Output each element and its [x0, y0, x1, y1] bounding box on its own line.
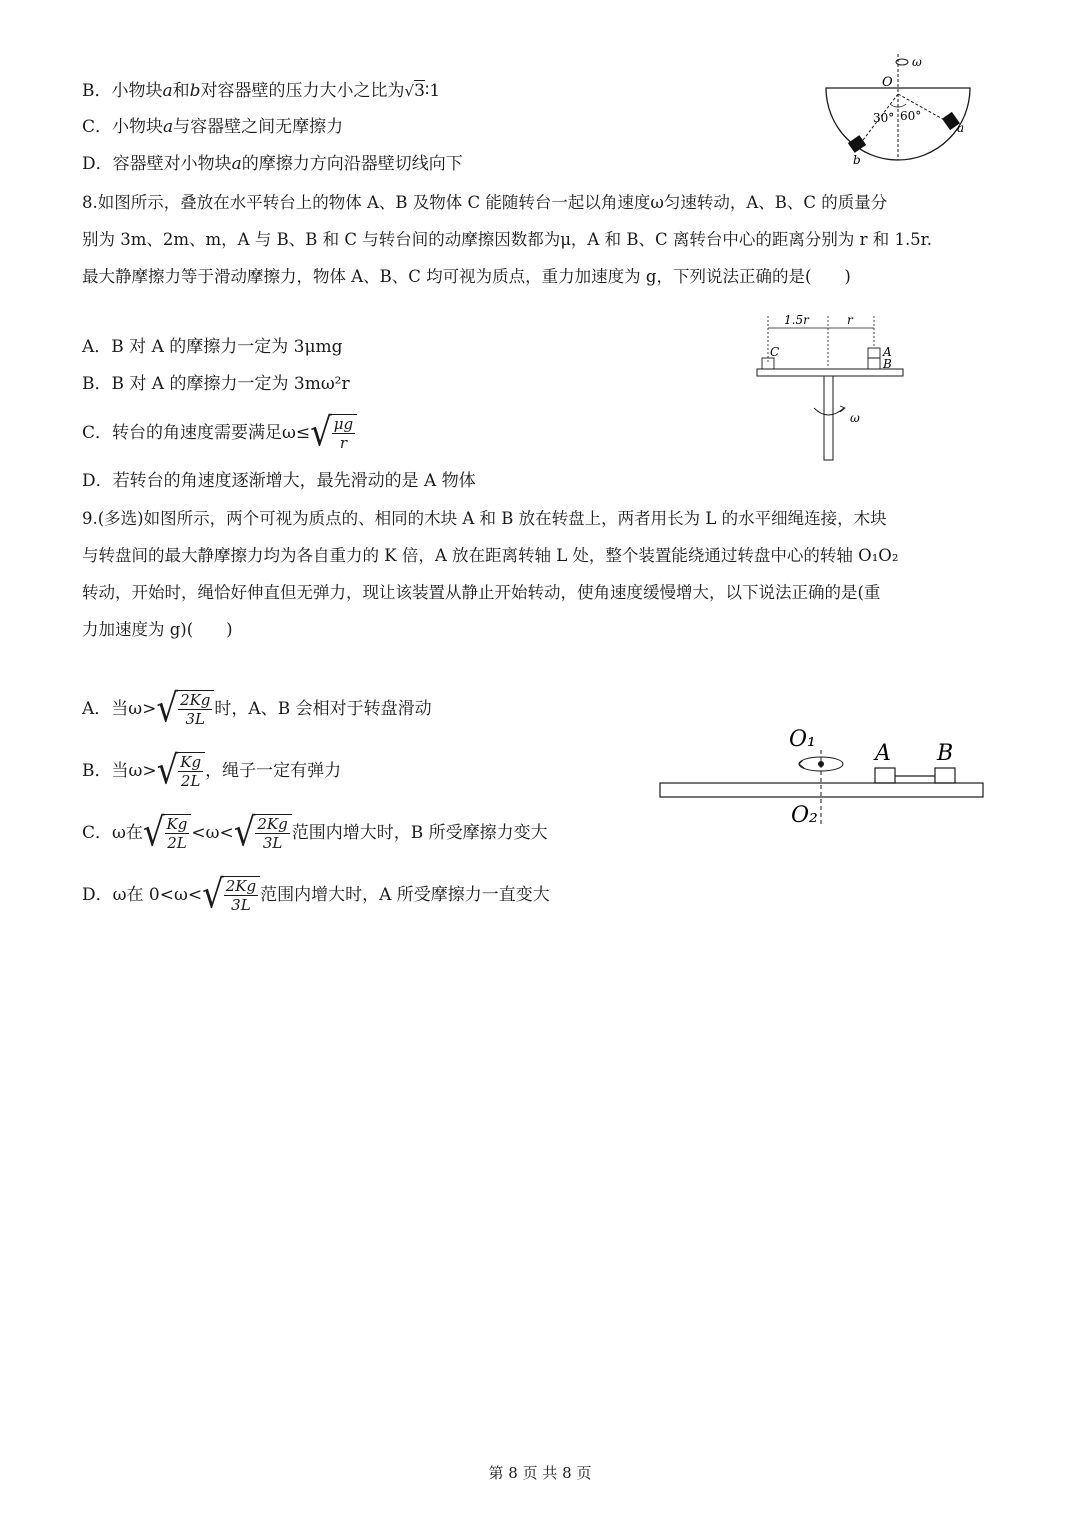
svg-text:A: A — [883, 345, 892, 359]
svg-text:O: O — [882, 75, 893, 90]
svg-text:A: A — [875, 741, 891, 766]
svg-text:O₂: O₂ — [791, 803, 818, 828]
svg-text:a: a — [957, 121, 965, 135]
q8-stem-line-1: 8.如图所示，叠放在水平转台上的物体 A、B 及物体 C 能随转台一起以角速度ω匀速转动，A、B、C 的质量分 — [82, 193, 888, 212]
q9-stem-line-4: 力加速度为 g)( ) — [82, 620, 233, 639]
q7-bowl-figure — [820, 50, 980, 175]
svg-text:C: C — [770, 345, 780, 359]
q8-option-d: D．若转台的角速度逐渐增大，最先滑动的是 A 物体 — [82, 471, 476, 491]
q7-option-c: C．小物块a与容器壁之间无摩擦力 — [82, 117, 344, 137]
svg-text:b: b — [853, 153, 861, 167]
q9-stem-line-1: 9.(多选)如图所示，两个可视为质点的、相同的木块 A 和 B 放在转盘上，两者用长为 L 的水平细绳连接，木块 — [82, 509, 887, 528]
q8-stem-line-3: 最大静摩擦力等于滑动摩擦力，物体 A、B、C 均可视为质点，重力加速度为 g，下列说法正确的是( ) — [82, 267, 851, 286]
q8-option-b: B．B 对 A 的摩擦力一定为 3mω²r — [82, 374, 350, 394]
svg-text:60°: 60° — [900, 109, 922, 123]
q9-option-d: D．ω在 0<ω< √ $\frac{2Kg}{3L}$ 范围内增大时，A 所受摩擦力一直变大 — [82, 872, 550, 918]
svg-text:30°: 30° — [873, 111, 895, 125]
svg-text:O₁: O₁ — [789, 727, 816, 752]
q8-turntable-figure — [752, 310, 912, 465]
q9-turntable-figure — [655, 722, 990, 832]
q7-option-d: D．容器壁对小物块a的摩擦力方向沿器壁切线向下 — [82, 154, 463, 174]
q7-option-b: B．小物块a和b对容器壁的压力大小之比为√3∶1 — [82, 81, 441, 101]
svg-text:ω: ω — [912, 55, 922, 69]
q8-option-a: A．B 对 A 的摩擦力一定为 3μmg — [82, 337, 343, 357]
q9-option-c: C．ω在 √ $\frac{Kg}{2L}$ <ω< √ $\frac{2Kg}{3L}$ 范围内增大时，B 所受摩擦力变大 — [82, 810, 548, 856]
q8-stem-line-2: 别为 3m、2m、m，A 与 B、B 和 C 与转台间的动摩擦因数都为μ，A 和 B、C 离转台中心的距离分别为 r 和 1.5r. — [82, 230, 932, 249]
svg-text:ω: ω — [850, 411, 860, 425]
svg-text:B: B — [937, 741, 954, 766]
svg-text:r: r — [847, 313, 853, 327]
svg-text:B: B — [883, 357, 892, 371]
page-footer: 第 8 页 共 8 页 — [488, 1464, 592, 1482]
svg-text:1.5r: 1.5r — [784, 313, 809, 327]
q9-option-a: A．当ω> √ $\frac{2Kg}{3L}$ 时，A、B 会相对于转盘滑动 — [82, 686, 432, 732]
q9-option-b: B．当ω> √ $\frac{Kg}{2L}$ ，绳子一定有弹力 — [82, 748, 342, 794]
q9-stem-line-2: 与转盘间的最大静摩擦力均为各自重力的 K 倍，A 放在距离转轴 L 处，整个装置能绕通过转盘中心的转轴 O₁O₂ — [82, 546, 899, 565]
q9-stem-line-3: 转动，开始时，绳恰好伸直但无弹力，现让该装置从静止开始转动，使角速度缓慢增大，以下说法正确的是(重 — [82, 583, 881, 602]
q8-option-c: C．转台的角速度需要满足ω≤ √ $\frac{\mu g}{r}$ — [82, 408, 357, 458]
